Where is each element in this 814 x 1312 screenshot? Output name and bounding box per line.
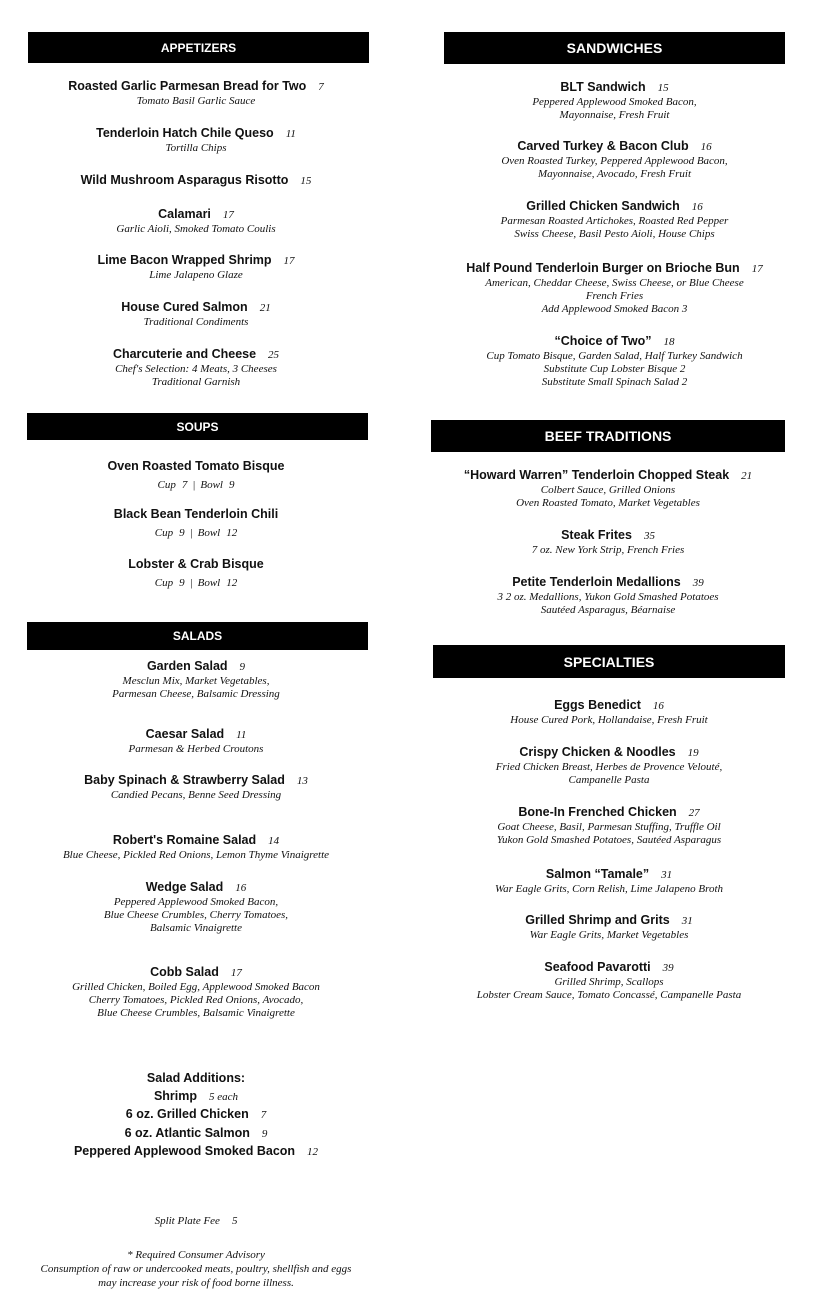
menu-item-description: Balsamic Vinaigrette [150, 922, 242, 934]
salad-addition-price: 5 each [209, 1090, 239, 1103]
menu-item-name: Grilled Chicken Sandwich [526, 199, 680, 213]
menu-item-name: Garden Salad [146, 659, 228, 673]
bowl-price: 12 [226, 527, 238, 539]
soup-item [26, 557, 366, 590]
menu-item-title [26, 126, 366, 142]
menu-item [444, 199, 785, 241]
split-plate-fee [26, 1214, 366, 1228]
menu-item-name: Wedge Salad [145, 880, 224, 894]
menu-item-description: Colbert Sauce, Grilled Onions [540, 484, 676, 496]
beef-traditions-header: BEEF TRADITIONS [431, 420, 785, 452]
menu-item-description: Fried Chicken Breast, Herbes de Provence Velouté, [495, 761, 723, 773]
menu-item-title [26, 79, 366, 95]
sandwiches-header: SANDWICHES [444, 32, 785, 64]
menu-item-description: Mayonnaise, Avocado, Fresh Fruit [537, 168, 692, 180]
menu-item [431, 528, 785, 557]
menu-item-description: Parmesan Roasted Artichokes, Roasted Red Pepper [500, 215, 729, 227]
cup-price: 9 [179, 527, 185, 539]
menu-item-title [26, 833, 366, 849]
salad-addition [26, 1088, 366, 1107]
menu-item-description: Garlic Aioli, Smoked Tomato Coulis [116, 223, 276, 235]
menu-item-price: 25 [268, 349, 280, 361]
menu-item-name: Steak Frites [561, 528, 632, 542]
menu-item-description: Campanelle Pasta [568, 774, 650, 786]
menu-item-title [26, 880, 366, 896]
menu-item-description: House Cured Pork, Hollandaise, Fresh Fruit [510, 714, 708, 726]
advisory-title: * Required Consumer Advisory [127, 1249, 265, 1261]
menu-item-price: 16 [700, 141, 712, 153]
cup-label: Cup [154, 527, 174, 539]
menu-item-name: Cobb Salad [150, 965, 219, 979]
salad-addition-price: 12 [307, 1146, 319, 1158]
menu-item-price: 7 [318, 81, 324, 93]
menu-item-description: Add Applewood Smoked Bacon 3 [541, 303, 688, 315]
menu-item-price: 39 [692, 577, 704, 589]
menu-item-title [444, 199, 785, 215]
menu-item-price: 31 [681, 915, 693, 927]
menu-item-price: 16 [691, 201, 703, 213]
menu-item-name: “Howard Warren” Tenderloin Chopped Steak [463, 468, 730, 482]
menu-item-description: Substitute Cup Lobster Bisque 2 [543, 363, 686, 375]
salad-addition-name: 6 oz. Atlantic Salmon [124, 1125, 250, 1140]
menu-item-price: 19 [687, 747, 699, 759]
menu-item-name: BLT Sandwich [560, 80, 646, 94]
menu-item-title [433, 913, 785, 929]
soup-prices [26, 526, 366, 540]
menu-item [26, 207, 366, 236]
menu-item-name: Calamari [158, 207, 211, 221]
menu-item-title [26, 965, 366, 981]
menu-item [26, 347, 366, 389]
menu-item-description: Goat Cheese, Basil, Parmesan Stuffing, Truffle Oil [497, 821, 721, 833]
menu-item-name: Lime Bacon Wrapped Shrimp [97, 253, 272, 267]
menu-item-name: Caesar Salad [145, 727, 225, 741]
appetizers-header: APPETIZERS [28, 32, 369, 63]
menu-item-description: Sautéed Asparagus, Béarnaise [540, 604, 676, 616]
split-plate-fee-price: 5 [231, 1215, 238, 1227]
menu-item-price: 31 [661, 869, 673, 881]
menu-item-description: Traditional Condiments [143, 316, 249, 328]
menu-item-name: Baby Spinach & Strawberry Salad [84, 773, 285, 787]
menu-item-title [431, 468, 785, 484]
menu-item-title [433, 745, 785, 761]
menu-item-title [26, 347, 366, 363]
menu-item-name: Grilled Shrimp and Grits [525, 913, 670, 927]
menu-item [26, 880, 366, 935]
menu-item-name: Wild Mushroom Asparagus Risotto [80, 173, 289, 187]
menu-item-title [26, 659, 366, 675]
soup-prices [26, 478, 366, 492]
menu-item [26, 253, 366, 282]
salad-additions-list [26, 1088, 366, 1162]
menu-item-price: 16 [652, 700, 664, 712]
menu-item-title [433, 960, 785, 976]
salad-addition-name: 6 oz. Grilled Chicken [125, 1107, 249, 1121]
menu-item [444, 80, 785, 122]
salad-additions [26, 1070, 366, 1162]
menu-item-title [26, 173, 366, 189]
menu-item-description: American, Cheddar Cheese, Swiss Cheese, or Blue Cheese [485, 277, 744, 289]
menu-item-title [433, 867, 785, 883]
menu-item-description: War Eagle Grits, Market Vegetables [529, 929, 689, 941]
consumer-advisory [0, 1248, 392, 1290]
menu-item [26, 659, 366, 701]
bowl-label: Bowl [197, 527, 221, 539]
menu-item-description: Mayonnaise, Fresh Fruit [559, 109, 670, 121]
soup-name: Oven Roasted Tomato Bisque [107, 459, 285, 473]
menu-item [26, 126, 366, 155]
menu-item-title [26, 300, 366, 316]
salad-addition [26, 1125, 366, 1144]
menu-item [26, 173, 366, 189]
menu-item-description: Lime Jalapeno Glaze [149, 269, 243, 281]
menu-item-description: War Eagle Grits, Corn Relish, Lime Jalapeno Broth [494, 883, 724, 895]
menu-item-description: Cherry Tomatoes, Pickled Red Onions, Avocado, [88, 994, 304, 1006]
menu-item [433, 805, 785, 847]
menu-item-title [433, 805, 785, 821]
soup-name: Black Bean Tenderloin Chili [113, 507, 279, 521]
menu-item-title [444, 139, 785, 155]
menu-item-price: 13 [296, 775, 308, 787]
soup-prices [26, 576, 366, 590]
menu-item-price: 17 [222, 209, 234, 221]
menu-item [26, 727, 366, 756]
bowl-price: 12 [226, 577, 238, 589]
menu-item-price: 16 [235, 882, 247, 894]
menu-item-title [26, 773, 366, 789]
menu-item-description: French Fries [585, 290, 644, 302]
menu-item-title [26, 253, 366, 269]
bowl-price: 9 [229, 479, 235, 491]
menu-item-description: 7 oz. New York Strip, French Fries [531, 544, 685, 556]
menu-item-description: Candied Pecans, Benne Seed Dressing [110, 789, 282, 801]
menu-item-price: 21 [259, 302, 271, 314]
menu-item [433, 960, 785, 1002]
menu-item-description: Peppered Applewood Smoked Bacon, [113, 896, 279, 908]
advisory-line: may increase your risk of food borne illness. [98, 1277, 294, 1289]
menu-item [26, 79, 366, 108]
salad-addition [26, 1143, 366, 1162]
bowl-label: Bowl [197, 577, 221, 589]
split-plate-fee-label: Split Plate Fee [154, 1215, 220, 1227]
menu-item-description: Substitute Small Spinach Salad 2 [541, 376, 688, 388]
salad-additions-title: Salad Additions: [146, 1071, 246, 1085]
menu-item-description: Cup Tomato Bisque, Garden Salad, Half Turkey Sandwich [486, 350, 743, 362]
menu-item-title [431, 575, 785, 591]
menu-item-title [433, 698, 785, 714]
menu-item-title [26, 727, 366, 743]
menu-item-name: House Cured Salmon [121, 300, 248, 314]
menu-item-name: Robert's Romaine Salad [112, 833, 257, 847]
salad-addition [26, 1106, 366, 1125]
menu-item-description: 3 2 oz. Medallions, Yukon Gold Smashed Potatoes [497, 591, 719, 603]
soup-item [26, 507, 366, 540]
menu-item-price: 27 [688, 807, 700, 819]
menu-item-description: Tortilla Chips [165, 142, 227, 154]
menu-item-description: Blue Cheese, Pickled Red Onions, Lemon Thyme Vinaigrette [62, 849, 330, 861]
cup-price: 7 [181, 479, 188, 491]
menu-item-price: 21 [741, 470, 753, 482]
bowl-label: Bowl [200, 479, 223, 491]
menu-item-price: 9 [239, 661, 246, 673]
menu-item [26, 965, 366, 1020]
menu-item-name: Charcuterie and Cheese [112, 347, 257, 361]
menu-item-name: Tenderloin Hatch Chile Queso [96, 126, 274, 140]
menu-item-name: Bone-In Frenched Chicken [518, 805, 677, 819]
menu-item-name: “Choice of Two” [554, 334, 652, 348]
specialties-header: SPECIALTIES [433, 645, 785, 678]
menu-item-name: Salmon “Tamale” [545, 867, 650, 881]
menu-item-description: Tomato Basil Garlic Sauce [136, 95, 256, 107]
cup-price: 9 [179, 577, 185, 589]
menu-item-price: 35 [643, 530, 655, 542]
soup-name: Lobster & Crab Bisque [128, 557, 264, 571]
menu-item-description: Grilled Shrimp, Scallops [554, 976, 664, 988]
menu-item [431, 575, 785, 617]
salad-addition-price: 7 [260, 1109, 267, 1121]
menu-item-title [444, 261, 785, 277]
separator: | [189, 577, 193, 589]
menu-item-name: Crispy Chicken & Noodles [519, 745, 676, 759]
menu-item-description: Lobster Cream Sauce, Tomato Concassé, Campanelle Pasta [476, 989, 742, 1001]
menu-item-price: 17 [230, 967, 242, 979]
salad-addition-name: Peppered Applewood Smoked Bacon [73, 1144, 296, 1158]
menu-item [433, 745, 785, 787]
menu-item-description: Mesclun Mix, Market Vegetables, [122, 675, 270, 687]
menu-item-price: 14 [268, 835, 280, 847]
menu-item [444, 334, 785, 389]
menu-item-name: Seafood Pavarotti [544, 960, 651, 974]
menu-item-price: 15 [300, 175, 312, 187]
menu-item-description: Traditional Garnish [151, 376, 241, 388]
menu-item [26, 773, 366, 802]
menu-item-description: Chef's Selection: 4 Meats, 3 Cheeses [115, 363, 277, 375]
menu-item-description: Yukon Gold Smashed Potatoes, Sautéed Asparagus [496, 834, 722, 846]
menu-item-title [444, 80, 785, 96]
menu-item-name: Roasted Garlic Parmesan Bread for Two [68, 79, 307, 93]
soup-item [26, 459, 366, 492]
menu-item-price: 17 [283, 255, 295, 267]
menu-item-description: Oven Roasted Tomato, Market Vegetables [516, 497, 700, 509]
menu-item [26, 300, 366, 329]
menu-item [444, 139, 785, 181]
menu-item-description: Parmesan & Herbed Croutons [128, 743, 264, 755]
menu-item-description: Blue Cheese Crumbles, Cherry Tomatoes, [103, 909, 289, 921]
menu-item-description: Blue Cheese Crumbles, Balsamic Vinaigrette [97, 1007, 295, 1019]
menu-item [433, 913, 785, 942]
menu-item-name: Eggs Benedict [554, 698, 641, 712]
menu-item-description: Oven Roasted Turkey, Peppered Applewood Bacon, [501, 155, 728, 167]
cup-label: Cup [157, 479, 176, 491]
menu-item-name: Half Pound Tenderloin Burger on Brioche Bun [466, 261, 740, 275]
menu-item-description: Parmesan Cheese, Balsamic Dressing [112, 688, 280, 700]
menu-item-name: Petite Tenderloin Medallions [512, 575, 681, 589]
menu-item-title [444, 334, 785, 350]
menu-item-price: 39 [662, 962, 674, 974]
menu-item-price: 11 [285, 128, 296, 140]
menu-item-description: Grilled Chicken, Boiled Egg, Applewood Smoked Bacon [72, 981, 320, 993]
menu-item-title [431, 528, 785, 544]
menu-item-price: 15 [657, 82, 669, 94]
menu-item-price: 18 [663, 336, 675, 348]
menu-item [431, 468, 785, 510]
menu-item-name: Carved Turkey & Bacon Club [517, 139, 689, 153]
salad-addition-name: Shrimp [153, 1088, 198, 1103]
menu-item [433, 698, 785, 727]
separator: | [189, 527, 193, 539]
advisory-line: Consumption of raw or undercooked meats, poultry, shellfish and eggs [40, 1263, 352, 1275]
menu-item-price: 11 [236, 729, 247, 741]
cup-label: Cup [154, 577, 174, 589]
menu-item-price: 17 [751, 263, 763, 275]
menu-item-description: Swiss Cheese, Basil Pesto Aioli, House Chips [514, 228, 715, 240]
menu-item [444, 261, 785, 316]
soups-header: SOUPS [27, 413, 368, 440]
menu-item [433, 867, 785, 896]
menu-item-title [26, 207, 366, 223]
salad-addition-price: 9 [261, 1127, 268, 1140]
separator: | [192, 479, 196, 491]
menu-item-description: Peppered Applewood Smoked Bacon, [532, 96, 697, 108]
salads-header: SALADS [27, 622, 368, 650]
menu-item [26, 833, 366, 862]
